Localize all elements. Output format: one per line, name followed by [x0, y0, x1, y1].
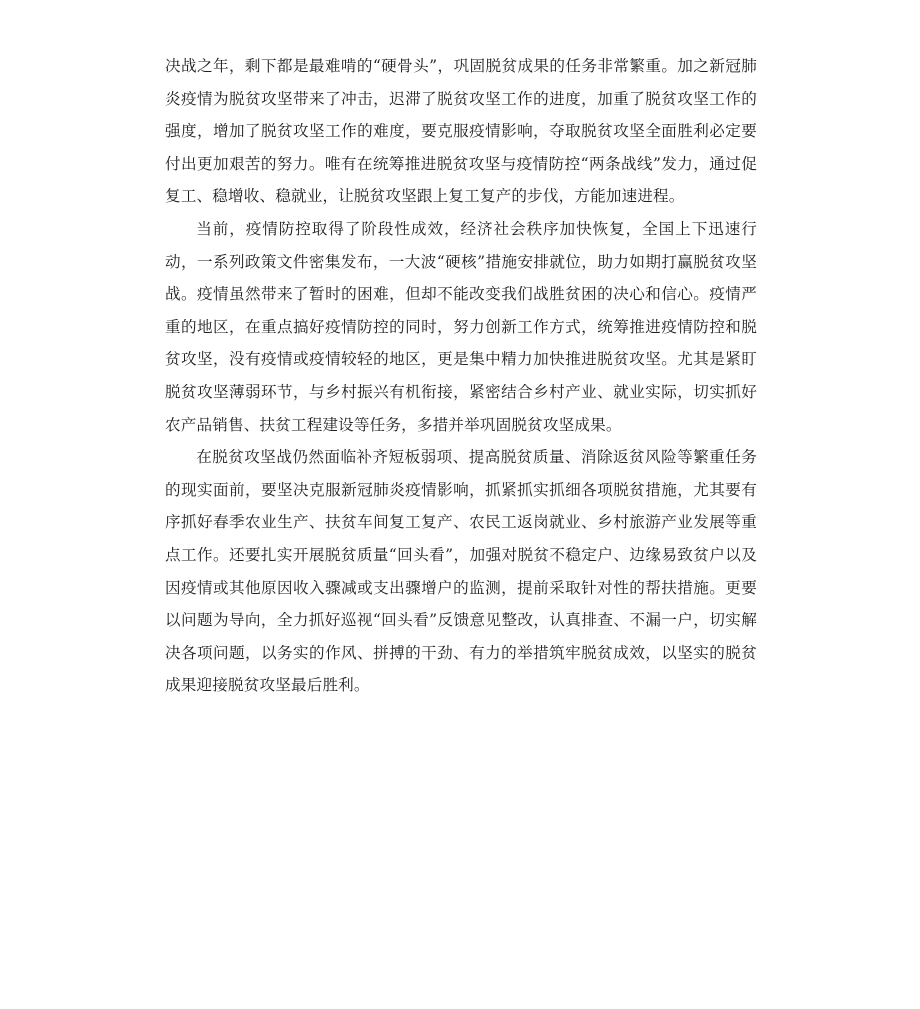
- paragraph-2: 当前，疫情防控取得了阶段性成效，经济社会秩序加快恢复，全国上下迅速行动，一系列政策文件密集发布，一大波“硬核”措施安排就位，助力如期打赢脱贫攻坚战。疫情虽然带来了暂时的困难，但却不能改变我们战胜贫困的决心和信心。疫情严重的地区，在重点搞好疫情防控的同时，努力创新工作方式，统筹推进疫情防控和脱贫攻坚，没有疫情或疫情较轻的地区，更是集中精力加快推进脱贫攻坚。尤其是紧盯脱贫攻坚薄弱环节，与乡村振兴有机衔接，紧密结合乡村产业、就业实际，切实抓好农产品销售、扶贫工程建设等任务，多措并举巩固脱贫攻坚成果。: [165, 219, 757, 434]
- paragraph-3: 在脱贫攻坚战仍然面临补齐短板弱项、提高脱贫质量、消除返贫风险等繁重任务的现实面前，要坚决克服新冠肺炎疫情影响，抓紧抓实抓细各项脱贫措施，尤其要有序抓好春季农业生产、扶贫车间复工复产、农民工返岗就业、乡村旅游产业发展等重点工作。还要扎实开展脱贫质量“回头看”，加强对脱贫不稳定户、边缘易致贫户以及因疫情或其他原因收入骤减或支出骤增户的监测，提前采取针对性的帮扶措施。更要以问题为导向，全力抓好巡视“回头看”反馈意见整改，认真排查、不漏一户，切实解决各项问题，以务实的作风、拼搏的干劲、有力的举措筑牢脱贫成效，以坚实的脱贫成果迎接脱贫攻坚最后胜利。: [165, 448, 757, 695]
- paragraph-1: 决战之年，剩下都是最难啃的“硬骨头”，巩固脱贫成果的任务非常繁重。加之新冠肺炎疫情为脱贫攻坚带来了冲击，迟滞了脱贫攻坚工作的进度，加重了脱贫攻坚工作的强度，增加了脱贫攻坚工作的难度，要克服疫情影响，夺取脱贫攻坚全面胜利必定要付出更加艰苦的努力。唯有在统筹推进脱贫攻坚与疫情防控“两条战线”发力，通过促复工、稳增收、稳就业，让脱贫攻坚跟上复工复产的步伐，方能加速进程。: [165, 57, 757, 206]
- document-body: [165, 50, 757, 702]
